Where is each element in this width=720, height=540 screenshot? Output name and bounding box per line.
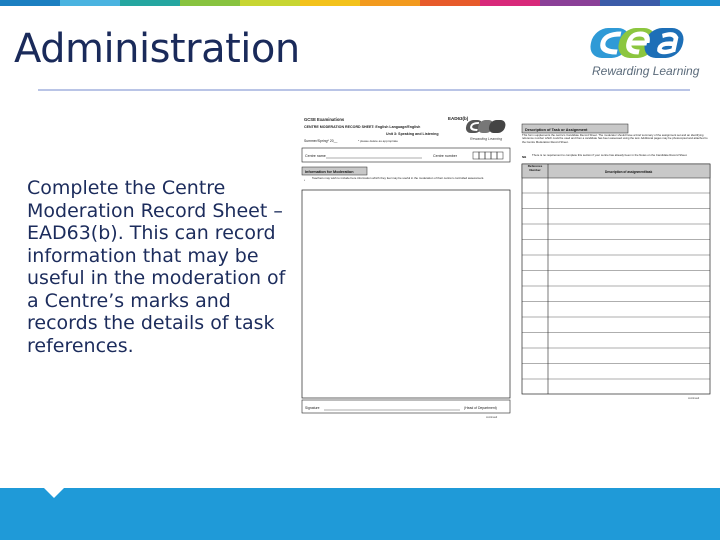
left-footer-code: continued [486,416,498,419]
centre-number-label: Centre number [433,154,457,158]
nb-text: There is no requirement to complete this section if your centre has already been in the Notes on the Candidate Record Sheet. [532,154,688,157]
nb-label: NB [522,155,527,159]
stripe-segment [180,0,240,6]
svg-text:•: • [304,178,306,182]
record-sheet-image [300,112,712,422]
form-series: Summer/Spring* 20__ [304,139,338,143]
slide-title: Administration [14,26,300,72]
stripe-segment [60,0,120,6]
stripe-segment [660,0,720,6]
signature-label: Signature [305,406,320,410]
stripe-segment [540,0,600,6]
stripe-segment [600,0,660,6]
stripe-segment [480,0,540,6]
stripe-segment [240,0,300,6]
task-intro: This form supplements the centre's Candidate Record Sheet. The moderator should have a brief summary of the assignment set and an identifying reference number which could be used and then a candidate has been assessed using the test. Additional pages may be photocopied and attached to the Centre Moderation Record Sheet. [522,134,708,144]
info-heading: Information for Moderation [305,170,354,174]
head-of-department-label: (Head of Department) [464,406,497,410]
right-footer-code: continued [688,397,700,400]
bottom-bar [0,488,720,540]
form-code: EAD63(b) [448,116,469,121]
task-table [522,164,710,394]
form-delete-note: * please delete as appropriate [358,139,398,143]
col-description: Description of assignment/task [605,170,653,174]
task-heading: Description of Task or Assignment [525,128,588,132]
form-heading-3: Unit 3: Speaking and Listening [386,132,439,136]
form-heading-2: CENTRE MODERATION RECORD SHEET: English Language/English [304,125,421,129]
stripe-segment [0,0,60,6]
stripe-segment [120,0,180,6]
logo-tagline: Rewarding Learning [592,64,700,78]
top-color-stripe [0,0,720,6]
title-divider [38,89,690,91]
form-logo-tagline: Rewarding Learning [470,137,503,141]
stripe-segment [300,0,360,6]
slide-body-text: Complete the Centre Moderation Record Sheet –EAD63(b). This can record information that may be useful in the moderation of a Centre’s marks and records the details of task references. [27,177,286,357]
left-page [300,112,512,422]
centre-name-label: Centre name [305,154,326,158]
bottom-bar-notch [40,484,68,498]
form-heading-1: GCSE Examinations [304,117,345,122]
form-logo-icon [465,120,507,133]
info-note: Teachers may wish to include here information which they feel may be useful in the moderation of their centre's controlled assessment. [312,177,485,180]
stripe-segment [420,0,480,6]
col-reference-number: Reference Number [527,165,543,172]
stripe-segment [360,0,420,6]
right-page [522,124,710,400]
